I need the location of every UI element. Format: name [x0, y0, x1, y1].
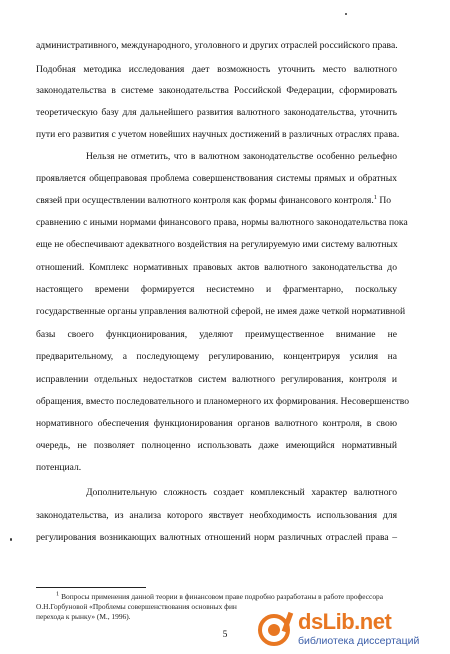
text-line: пути его развития с учетом новейших научных достижений в различных отраслях права. — [36, 129, 400, 140]
scan-speck — [10, 538, 12, 541]
text-line: Дополнительную сложность создает комплексный характер валютного — [86, 487, 397, 498]
text-line: проявляется общеправовая проблема совершенствования системы прямых и обратных — [36, 173, 397, 184]
watermark-tagline: библиотека диссертаций — [298, 635, 420, 647]
dslib-logo-icon — [254, 609, 298, 653]
text-line: административного, международного, уголовного и других отраслей российского права. — [36, 40, 398, 51]
text-line: предварительному, а последующему регулированию, концентрируя усилия на — [36, 351, 397, 362]
text-line: Подобная методика исследования дает возможность уточнить место валютного — [36, 64, 397, 75]
text-line: Нельзя не отметить, что в валютном законодательстве особенно рельефно — [86, 151, 397, 162]
text-line: теоретическую базу для дальнейшего развития валютного законодательства, уточнить — [36, 107, 397, 118]
text-line: отношений. Комплекс нормативных правовых актов валютного законодательства до — [36, 262, 397, 273]
text-line: очередь, не позволяет полноценно использовать даже имеющийся нормативный — [36, 440, 397, 451]
footnote-text: Вопросы применения данной теории в финансовом праве подробно разработаны в работе профессора — [61, 592, 383, 601]
text-line: законодательства, из анализа которого явствует необходимость использования для — [36, 510, 397, 521]
text-fragment: связей при осуществлении валютного контроля как формы финансового контроля. — [36, 195, 374, 206]
text-line: еще не обеспечивают адекватного воздействия на регулируемую ими систему валютных — [36, 239, 398, 250]
footnote-separator — [36, 587, 146, 588]
footnote-reference: 1 — [373, 193, 377, 201]
text-line-with-footnote — [36, 195, 397, 207]
footnote-line: перехода к рынку» (М., 1996). — [36, 612, 131, 621]
text-line: потенциал. — [36, 462, 82, 473]
footnote-marker: 1 — [56, 590, 60, 598]
scan-speck — [345, 13, 347, 15]
text-line: настоящего времени формируется несистемно и фрагментарно, поскольку — [36, 284, 397, 295]
text-line: регулирования возникающих валютных отношений норм различных отраслей права – — [36, 532, 397, 543]
text-line: базы своего функционирования, уделяют преимущественное внимание не — [36, 329, 397, 340]
page-number: 5 — [222, 630, 228, 640]
text-line: обращения, вместо последовательного и планомерного их формирования. Несовершенство — [36, 396, 410, 407]
footnote-line: О.Н.Горбуновой «Проблемы совершенствования основных фин — [36, 602, 237, 611]
text-line: исправлении отдельных недостатков систем валютного регулирования, контроля и — [36, 374, 397, 385]
text-fragment: По — [379, 195, 392, 206]
text-line: нормативного обеспечения функционирования органов валютного контроля, в свою — [36, 418, 397, 429]
watermark-brand: dsLib.net — [298, 609, 392, 634]
watermark — [254, 609, 444, 651]
text-line: государственные органы управления валютной сферой, не имея даже четкой нормативной — [36, 306, 406, 317]
footnote-line — [56, 592, 396, 602]
text-line: сравнению с иными нормами финансового права, нормы валютного законодательства пока — [36, 217, 408, 228]
text-line: законодательства в системе законодательства Российской Федерации, сформировать — [36, 85, 397, 96]
